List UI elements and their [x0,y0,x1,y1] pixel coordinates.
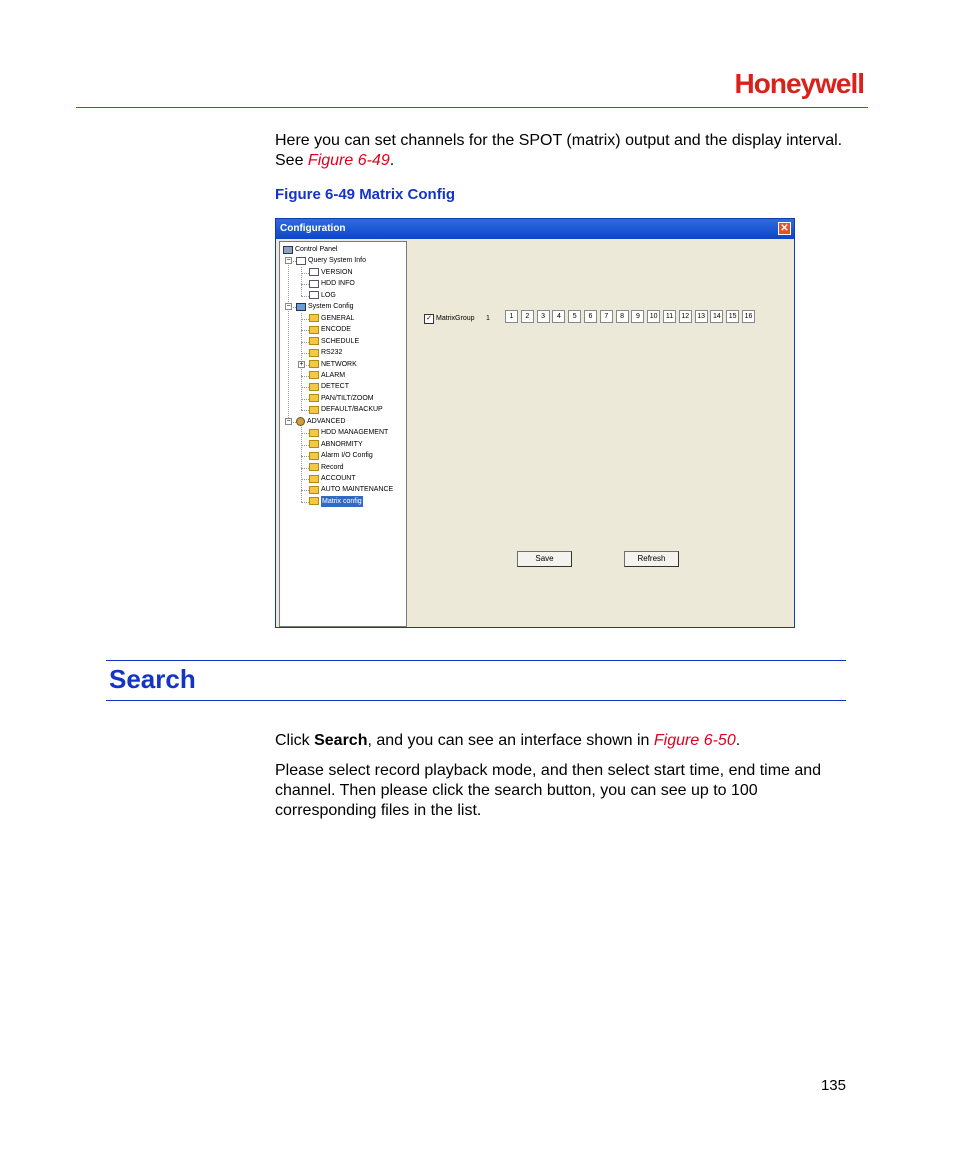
config-tree[interactable] [279,241,407,627]
tree-guide-line [301,479,309,480]
p1-text: Click [275,732,315,749]
folder-icon [309,440,319,448]
channel-box[interactable]: 3 [537,310,550,323]
folder-icon [309,429,319,437]
tree-guide-line [301,353,309,354]
tree-item[interactable] [309,496,363,507]
tree-item[interactable] [309,336,359,347]
tree-item[interactable] [296,301,354,312]
figure-caption: Figure 6-49 Matrix Config [275,186,456,203]
save-button[interactable]: Save [517,551,572,567]
p1-text-end: . [735,732,741,749]
tree-item[interactable] [309,324,351,335]
channel-box[interactable]: 7 [600,310,613,323]
channel-box[interactable]: 10 [647,310,660,323]
tree-item[interactable] [309,267,353,278]
tree-item[interactable] [309,381,349,392]
collapse-icon[interactable]: − [286,417,291,425]
tree-item[interactable] [309,439,363,450]
tree-item-label: ALARM [321,371,346,379]
p1-text-middle: , and you can see an interface shown in [367,732,654,749]
tree-item-label: VERSION [321,268,353,276]
tree-item-label: PAN/TILT/ZOOM [321,394,374,402]
channel-box[interactable]: 2 [521,310,534,323]
tree-item[interactable] [309,450,373,461]
tree-guide-line [301,267,302,296]
tree-item-label: DEFAULT/BACKUP [321,406,383,414]
window-title-bar[interactable] [276,219,794,239]
folder-icon [309,475,319,483]
channel-box[interactable]: 4 [552,310,565,323]
tree-item-label: DETECT [321,383,349,391]
channel-box[interactable]: 8 [616,310,629,323]
tree-guide-line [301,342,309,343]
tree-item[interactable] [296,416,345,427]
doc-icon [296,257,306,265]
tree-item-label: Matrix config [322,497,362,505]
tree-item-label: Control Panel [295,246,338,253]
tree-item[interactable] [309,278,355,289]
window-title: Configuration [280,223,346,234]
refresh-button[interactable]: Refresh [624,551,679,567]
tree-item[interactable] [309,359,357,370]
tree-item-label: ACCOUNT [321,475,356,482]
tree-guide-line [301,433,309,434]
tree-item-label: GENERAL [321,314,355,322]
tree-item-label: Alarm I/O Config [321,452,373,460]
intro-paragraph [275,131,845,171]
channel-box[interactable]: 14 [710,310,723,323]
channel-box[interactable]: 9 [631,310,644,323]
tree-item-label: Record [321,463,344,471]
tree-item[interactable] [309,347,342,358]
channel-box[interactable]: 12 [679,310,692,323]
tree-guide-line [301,490,309,491]
matrix-group-label: MatrixGroup [436,315,475,322]
tree-item-label: ABNORMITY [321,440,363,448]
tree-item-label: NETWORK [321,360,357,368]
folder-icon [309,371,319,379]
root-icon [283,246,293,254]
tree-item-label: HDD MANAGEMENT [321,429,389,437]
doc-icon [309,268,319,276]
folder-icon [309,326,319,334]
tree-item[interactable] [309,313,354,324]
gear-icon [296,417,305,426]
tree-guide-line [301,468,309,469]
matrix-group-number: 1 [486,315,490,322]
figure-xref-link[interactable]: Figure 6-49 [307,152,390,169]
tree-item-label: AUTO MAINTENANCE [321,486,394,494]
tree-guide-line [301,376,309,377]
channel-box[interactable]: 1 [505,310,518,323]
channel-box[interactable]: 15 [726,310,739,323]
tree-item[interactable] [309,290,336,301]
folder-icon [309,349,319,357]
tree-item[interactable] [283,244,337,255]
tree-guide-line [301,273,309,274]
collapse-icon[interactable]: − [286,257,291,265]
p1-bold: Search [314,732,368,749]
channel-box[interactable]: 5 [568,310,581,323]
tree-item-label: HDD INFO [321,280,355,288]
matrix-group-checkbox[interactable]: ✓ [424,314,434,324]
folder-icon [309,394,319,402]
tree-item-label: ENCODE [321,326,351,334]
channel-box[interactable]: 16 [742,310,755,323]
tree-guide-line [301,284,309,285]
tree-guide-line [288,260,289,421]
folder-icon [309,337,319,345]
figure-xref-link-2[interactable]: Figure 6-50 [653,732,736,749]
channel-box[interactable]: 11 [663,310,676,323]
tree-guide-line [301,410,309,411]
folder-icon [309,360,319,368]
tree-item-label: Query System Info [308,257,366,265]
tree-item[interactable] [309,393,374,404]
folder-icon [309,463,319,471]
tree-guide-line [301,502,309,503]
honeywell-logo: Honeywell [734,68,864,99]
tree-guide-line [301,445,309,446]
intro-text: Here you can set channels for the SPOT (matrix) output and the display interval. See [275,132,843,169]
configuration-window [275,218,795,628]
folder-icon [309,383,319,391]
tree-item-label: SCHEDULE [321,337,360,345]
tree-item[interactable] [309,370,345,381]
body-paragraph-1 [275,731,845,751]
expand-icon[interactable]: + [299,360,304,368]
folder-icon [309,406,319,414]
doc-icon [309,291,319,299]
tree-item-label: ADVANCED [307,417,346,425]
tree-item-label: RS232 [321,349,343,357]
page-number: 135 [820,1077,846,1094]
tree-guide-line [301,319,309,320]
folder-icon [309,497,319,505]
tree-item-label: System Config [308,303,354,311]
tree-guide-line [301,296,309,297]
header-rule [76,107,868,108]
tree-item[interactable] [309,404,383,415]
tree-item-label: LOG [321,291,336,299]
section-title: Search [109,664,196,694]
channel-box[interactable]: 13 [695,310,708,323]
intro-text-end: . [389,152,395,169]
section-rule-top [106,660,846,661]
tree-guide-line [301,330,309,331]
channel-box[interactable]: 6 [584,310,597,323]
tree-item[interactable] [296,255,366,266]
tree-item[interactable] [309,484,393,495]
tree-item[interactable] [309,462,344,473]
tree-guide-line [301,456,309,457]
tree-item[interactable] [309,473,356,484]
collapse-icon[interactable]: − [286,303,291,311]
doc-icon [309,280,319,288]
section-rule-bottom [106,700,846,701]
sys-icon [296,303,306,311]
folder-icon [309,486,319,494]
tree-item[interactable] [309,427,388,438]
folder-icon [309,452,319,460]
tree-guide-line [301,399,309,400]
tree-guide-line [301,387,309,388]
close-icon[interactable]: ✕ [778,222,791,235]
body-paragraph-2: Please select record playback mode, and then select start time, end time and channel. Then please click the search button, you can see up to 100 corresponding files in the list. [275,762,822,819]
folder-icon [309,314,319,322]
